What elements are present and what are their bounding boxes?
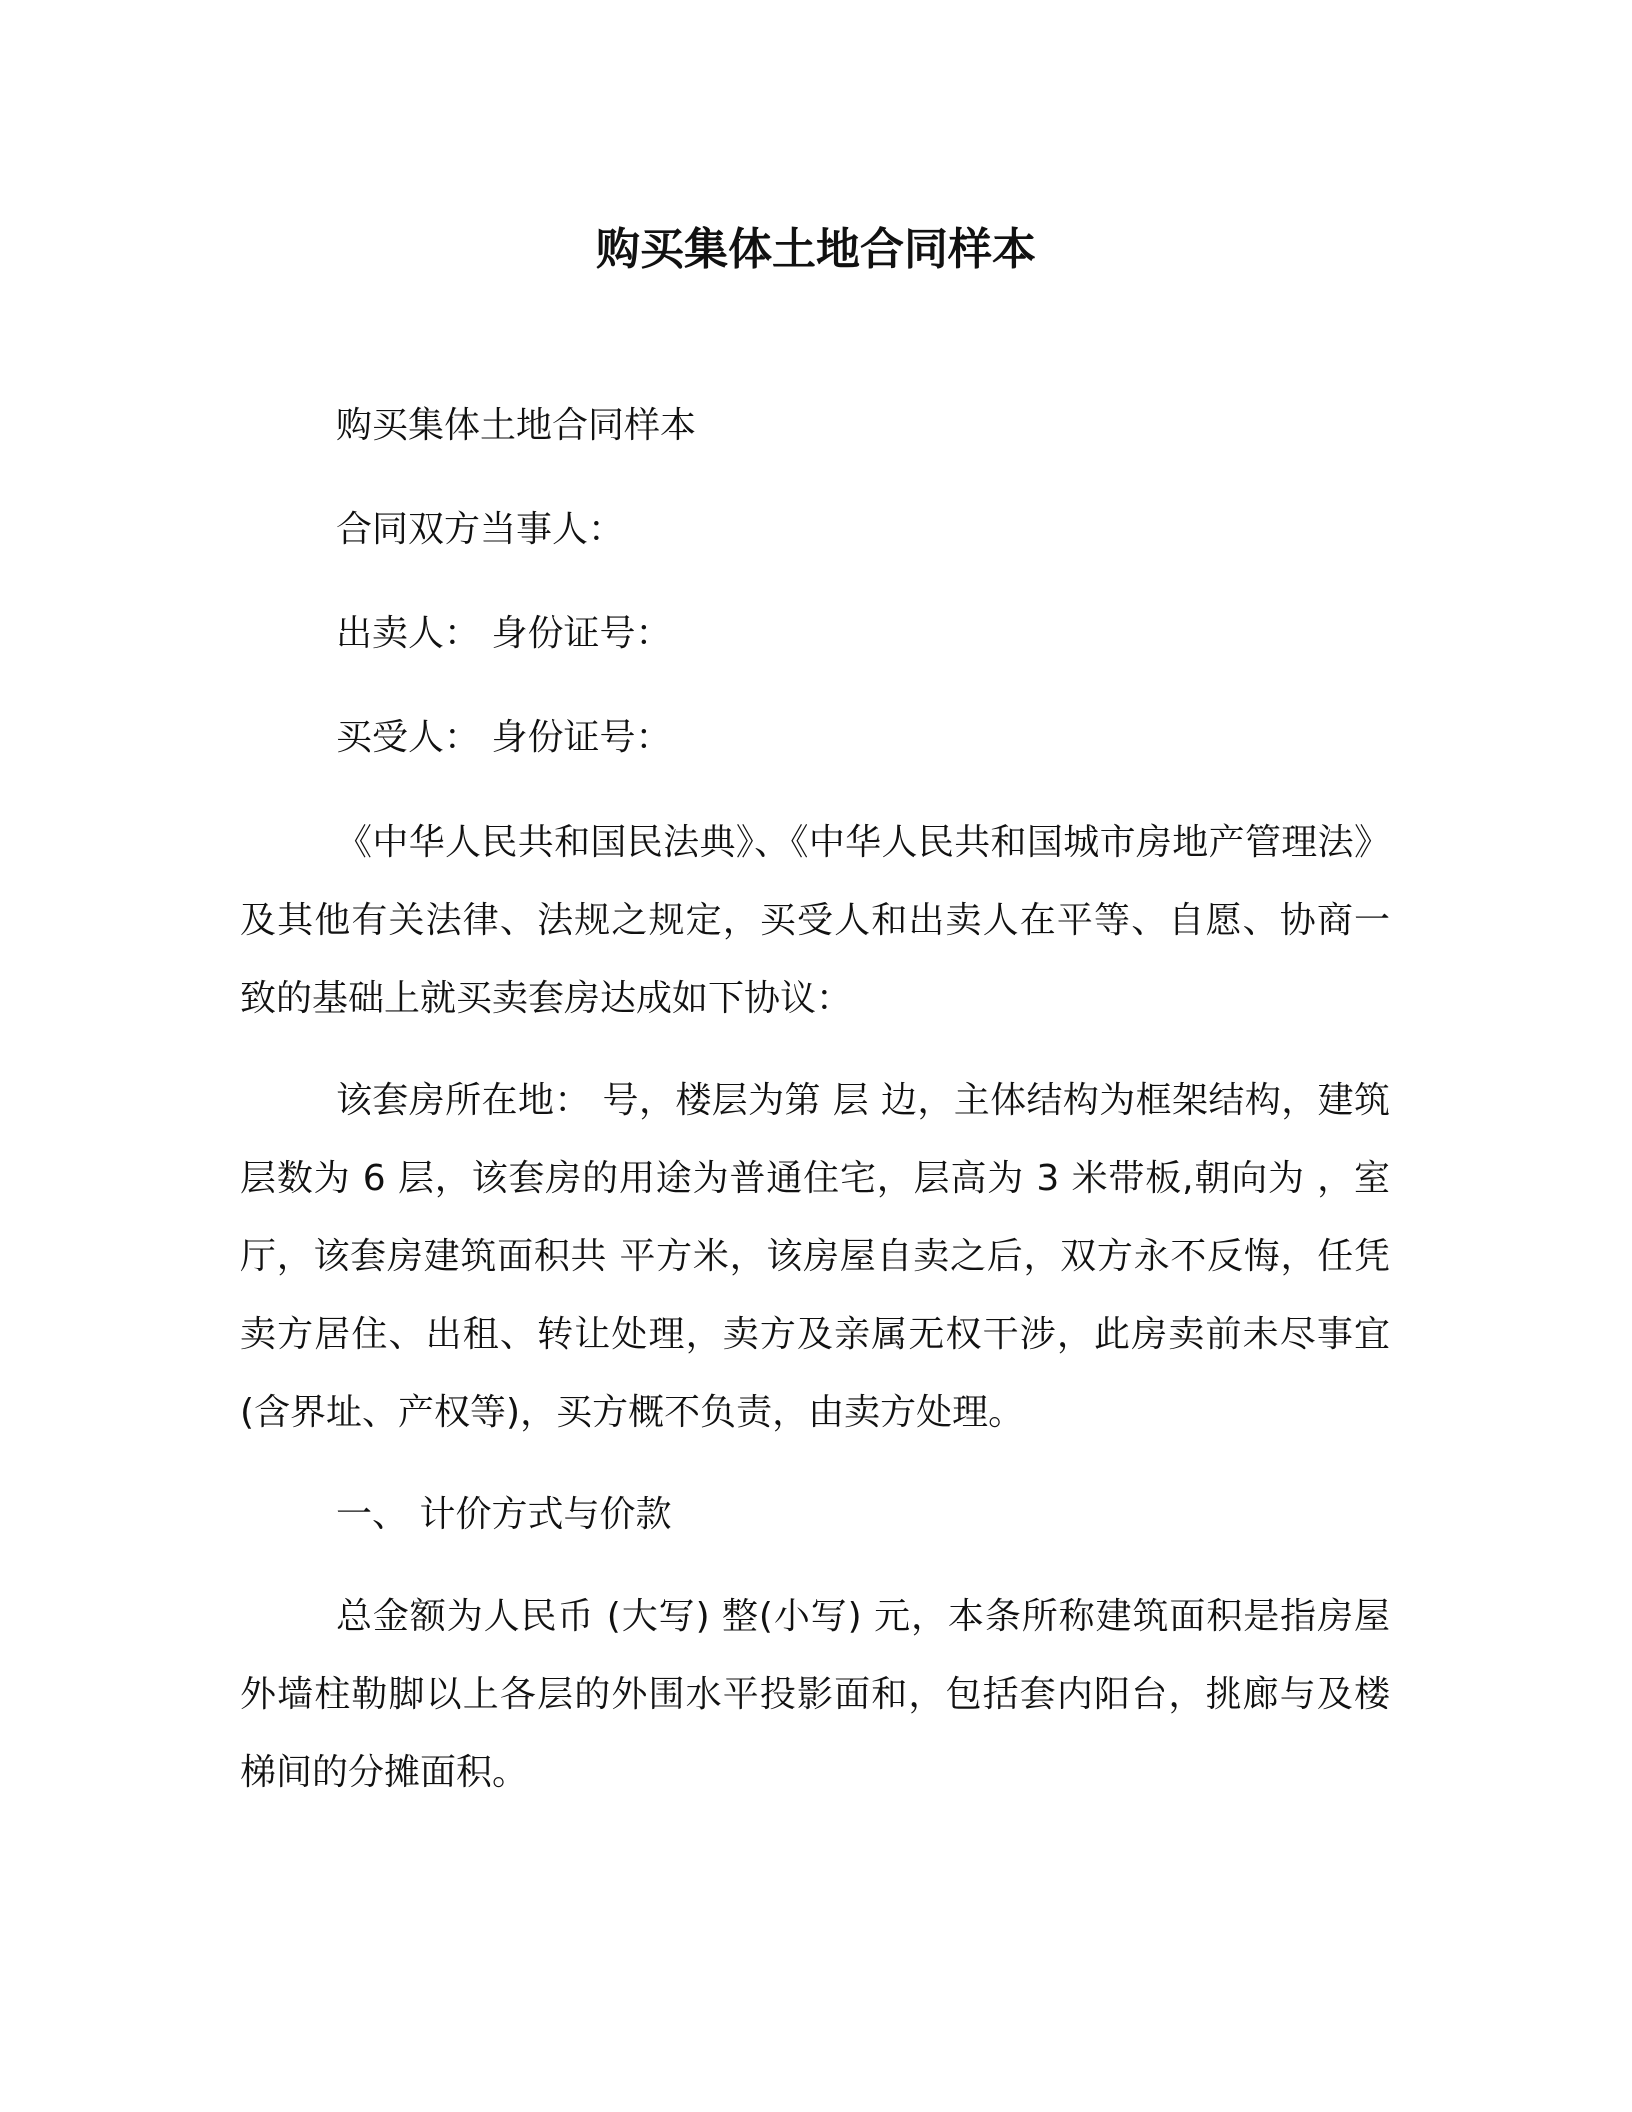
parties-line: 合同双方当事人： bbox=[336, 509, 625, 550]
buyer-line: 买受人： 身份证号： bbox=[336, 717, 672, 758]
property-paragraph: 该套房所在地： 号，楼层为第 层 边，主体结构为框架结构，建筑层数为 6 层，该套房的用途为普通住宅，层高为 3 米带板,朝向为 ，室 厅，该套房建筑面积共 平方米，该房屋自卖之后，双方永不反悔，任凭卖方居住、出租、转让处理，卖方及亲属无权干涉，此房卖前未尽事宜(含界址、产权等)，买方概不负责，由卖方处理。 bbox=[240, 1080, 1390, 1433]
subtitle-line: 购买集体土地合同样本 bbox=[336, 405, 697, 446]
law-basis-paragraph: 《中华人民共和国民法典》、《中华人民共和国城市房地产管理法》及其他有关法律、法规之规定，买受人和出卖人在平等、自愿、协商一致的基础上就买卖套房达成如下协议： bbox=[240, 822, 1390, 1019]
document-title: 购买集体土地合同样本 bbox=[596, 224, 1036, 275]
section-one-heading: 一、 计价方式与价款 bbox=[336, 1494, 672, 1535]
seller-line: 出卖人： 身份证号： bbox=[336, 613, 672, 654]
document-body bbox=[240, 390, 1390, 1812]
price-paragraph: 总金额为人民币 (大写) 整(小写) 元，本条所称建筑面积是指房屋外墙柱勒脚以上各层的外围水平投影面和，包括套内阳台，挑廊与及楼梯间的分摊面积。 bbox=[240, 1596, 1390, 1793]
